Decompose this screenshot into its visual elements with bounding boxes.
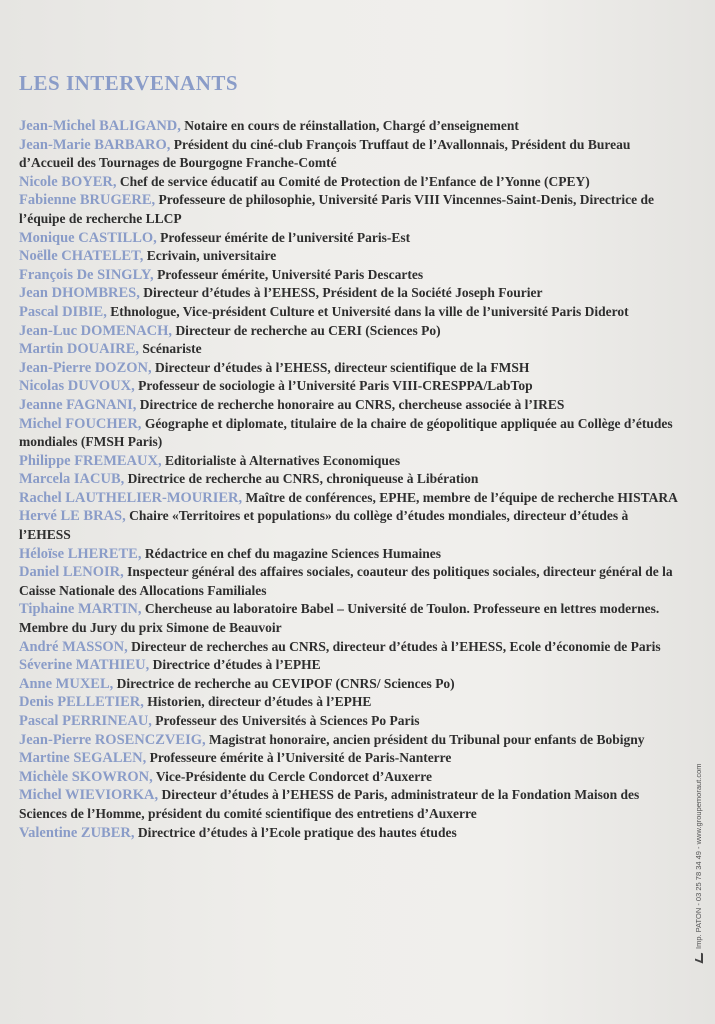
speaker-entry <box>19 340 679 359</box>
speaker-entry <box>19 656 679 675</box>
speaker-entry <box>19 284 679 303</box>
speaker-entry <box>19 396 679 415</box>
speaker-role: Professeur émérite de l’université Paris-Est <box>156 229 411 245</box>
speaker-name: Michèle SKOWRON, <box>19 768 153 785</box>
speaker-role: Ethnologue, Vice-président Culture et Université dans la ville de l’université Paris Diderot <box>106 303 629 319</box>
speaker-role: Chercheuse au laboratoire Babel – Université de Toulon. Professeure en lettres modernes. Membre du Jury du prix Simone de Beauvoir <box>19 601 660 636</box>
speaker-name: Nicolas DUVOUX, <box>19 378 135 395</box>
speaker-name: Fabienne BRUGERE, <box>19 192 156 209</box>
page-title: LES INTERVENANTS <box>19 71 239 95</box>
speaker-name: Martin DOUAIRE, <box>19 341 140 358</box>
speaker-role: Directrice de recherche au CNRS, chroniqueuse à Libération <box>124 471 479 487</box>
speaker-entry <box>19 452 679 471</box>
speaker-role: Maître de conférences, EPHE, membre de l’équipe de recherche HISTARA <box>242 489 678 505</box>
speaker-role: Professeur émérite, Université Paris Descartes <box>153 266 424 282</box>
speaker-name: Pascal DIBIE, <box>19 303 107 320</box>
speaker-entry <box>19 507 679 544</box>
speaker-role: Professeure de philosophie, Université Paris VIII Vincennes-Saint-Denis, Directrice de l’équipe de recherche LLCP <box>19 192 655 226</box>
speaker-name: Noëlle CHATELET, <box>19 248 144 265</box>
speaker-name: André MASSON, <box>19 638 128 655</box>
speaker-entry <box>19 303 679 322</box>
speaker-role: Ecrivain, universitaire <box>143 248 277 264</box>
speaker-list <box>19 117 679 842</box>
speaker-role: Editorialiste à Alternatives Economiques <box>161 452 401 468</box>
speaker-role: Professeur de sociologie à l’Université Paris VIII-CRESPPA/LabTop <box>134 378 533 394</box>
speaker-name: Daniel LENOIR, <box>19 564 124 581</box>
speaker-name: Héloïse LHERETE, <box>19 545 142 562</box>
speaker-entry <box>19 731 679 750</box>
speaker-entry <box>19 489 679 508</box>
speaker-name: Valentine ZUBER, <box>19 824 135 841</box>
speaker-role: Inspecteur général des affaires sociales, coauteur des politiques sociales, directeur général de la Caisse Nationale des Allocations Familiales <box>19 564 673 598</box>
speaker-entry <box>19 693 679 712</box>
speaker-name: Jean DHOMBRES, <box>19 285 140 302</box>
printer-credit-text: Imp. PATON - 03 25 78 34 49 - www.groupemoraut.com <box>694 763 703 949</box>
speaker-name: Michel FOUCHER, <box>19 415 142 432</box>
speaker-name: Jean-Pierre ROSENCZVEIG, <box>19 731 206 748</box>
speaker-entry <box>19 322 679 341</box>
speaker-entry <box>19 470 679 489</box>
speaker-name: Pascal PERRINEAU, <box>19 713 152 729</box>
speaker-entry <box>19 768 679 787</box>
speaker-name: Denis PELLETIER, <box>19 694 144 711</box>
speaker-role: Directeur d’études à l’EHESS, directeur scientifique de la FMSH <box>151 359 530 375</box>
speaker-entry <box>19 415 679 452</box>
speaker-name: Monique CASTILLO, <box>19 229 157 246</box>
speaker-entry <box>19 545 679 564</box>
speaker-role: Vice-Présidente du Cercle Condorcet d’Auxerre <box>152 768 433 784</box>
speaker-name: Jean-Marie BARBARO, <box>19 136 171 153</box>
speaker-name: Martine SEGALEN, <box>19 750 147 767</box>
speaker-role: Professeur des Universités à Sciences Po Paris <box>151 713 420 728</box>
speaker-role: Directrice d’études à l’Ecole pratique des hautes études <box>134 824 457 840</box>
speaker-role: Rédactrice en chef du magazine Sciences Humaines <box>141 545 442 561</box>
speaker-role: Professeure émérite à l’Université de Paris-Nanterre <box>146 750 452 766</box>
speaker-entry <box>19 136 679 173</box>
speaker-entry <box>19 229 679 248</box>
speaker-role: Directeur de recherches au CNRS, directeur d’études à l’EHESS, Ecole d’économie de Paris <box>127 638 661 654</box>
speaker-role: Directrice de recherche honoraire au CNRS, chercheuse associée à l’IRES <box>136 396 565 412</box>
speaker-entry <box>19 173 679 192</box>
speaker-entry <box>19 359 679 378</box>
speaker-role: Notaire en cours de réinstallation, Chargé d’enseignement <box>180 118 519 133</box>
speaker-name: Séverine MATHIEU, <box>19 657 150 674</box>
speaker-role: Magistrat honoraire, ancien président du Tribunal pour enfants de Bobigny <box>205 731 645 747</box>
speaker-entry <box>19 247 679 266</box>
speaker-name: Anne MUXEL, <box>19 675 114 692</box>
speaker-name: Nicole BOYER, <box>19 173 117 190</box>
speaker-name: Michel WIEVIORKA, <box>19 787 159 804</box>
speaker-name: Jeanne FAGNANI, <box>19 396 137 413</box>
speaker-name: Rachel LAUTHELIER-MOURIER, <box>19 489 243 506</box>
speaker-name: Jean-Michel BALIGAND, <box>19 118 181 134</box>
speaker-entry <box>19 377 679 396</box>
printer-credit <box>694 763 703 962</box>
speaker-name: François De SINGLY, <box>19 266 154 283</box>
speaker-entry <box>19 600 679 637</box>
speaker-entry <box>19 191 679 228</box>
speaker-entry <box>19 117 679 136</box>
speaker-entry <box>19 749 679 768</box>
speaker-role: Chaire «Territoires et populations» du collège d’études mondiales, directeur d’études à l’EHESS <box>19 508 629 543</box>
speaker-name: Jean-Luc DOMENACH, <box>19 322 173 339</box>
speaker-name: Marcela IACUB, <box>19 471 125 488</box>
speaker-role: Géographe et diplomate, titulaire de la chaire de géopolitique appliquée au Collège d’études mondiales (FMSH Paris) <box>19 415 673 450</box>
speaker-entry <box>19 563 679 600</box>
speaker-role: Directrice d’études à l’EPHE <box>149 657 321 673</box>
speaker-entry <box>19 675 679 694</box>
speaker-entry <box>19 266 679 285</box>
speaker-role: Directeur de recherche au CERI (Sciences Po) <box>172 322 441 338</box>
speaker-role: Président du ciné-club François Truffaut de l’Avallonnais, Président du Bureau d’Accueil des Tournages de Bourgogne Franche-Comté <box>19 136 631 171</box>
speaker-entry <box>19 786 679 823</box>
speaker-entry <box>19 712 679 731</box>
speaker-name: Hervé LE BRAS, <box>19 508 126 525</box>
speaker-name: Tiphaine MARTIN, <box>19 601 142 618</box>
speaker-role: Directrice de recherche au CEVIPOF (CNRS/ Sciences Po) <box>113 675 455 691</box>
speaker-name: Philippe FREMEAUX, <box>19 452 162 469</box>
speaker-role: Directeur d’études à l’EHESS, Président de la Société Joseph Fourier <box>139 285 543 301</box>
speaker-role: Scénariste <box>139 341 202 357</box>
speaker-name: Jean-Pierre DOZON, <box>19 359 152 376</box>
speaker-entry <box>19 824 679 843</box>
speaker-entry <box>19 638 679 657</box>
speaker-role: Directeur d’études à l’EHESS de Paris, administrateur de la Fondation Maison des Sciences de l’Homme, président du comité scientifique des entretiens d’Auxerre <box>19 787 640 821</box>
printer-logo-icon <box>695 951 703 964</box>
speaker-role: Chef de service éducatif au Comité de Protection de l’Enfance de l’Yonne (CPEY) <box>116 173 590 189</box>
speaker-role: Historien, directeur d’études à l’EPHE <box>143 694 372 710</box>
